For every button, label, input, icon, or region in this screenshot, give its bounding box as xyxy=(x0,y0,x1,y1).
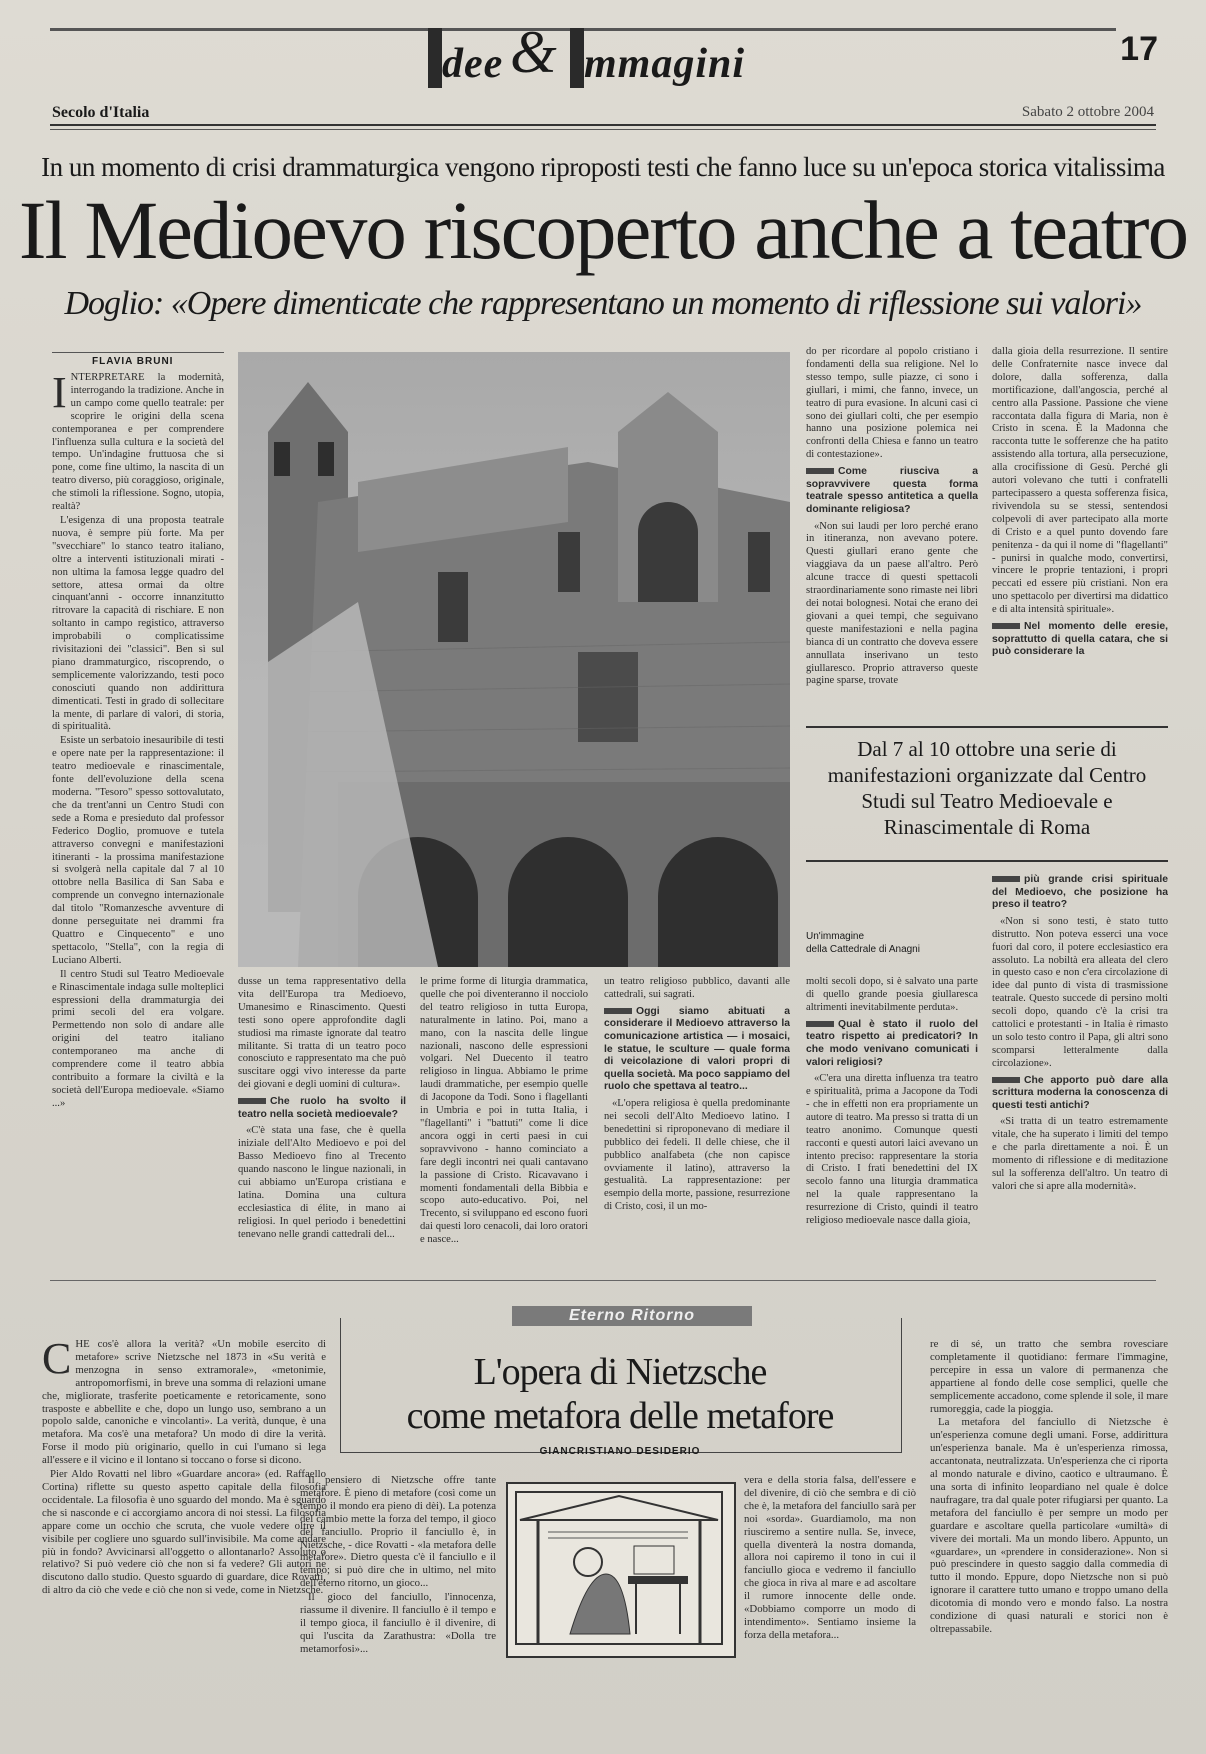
pull-quote: Dal 7 al 10 ottobre una serie di manifestazioni organizzate dal Centro Studi sul Teatro Medioevale e Rinascimentale di Roma xyxy=(806,726,1168,862)
question-6: Che apporto può dare alla scrittura moderna la conoscenza di questi testi antichi? xyxy=(992,1074,1168,1111)
photo-caption xyxy=(806,930,920,956)
column-author: GIANCRISTIANO DESIDERIO xyxy=(539,1446,701,1457)
left-col-para-1: HE cos'è allora la verità? «Un mobile esercito di metafore» scrive Nietzsche nel 1873 in «Su verità e menzogna in senso extramorale», «metonimie, antropomorfismi, in breve una somma di relazioni umane che, migliorate, trasferite poeticamente e retoricamente, sono trasposte e abbellite e che, dopo un lungo uso, sembrano a un popolo salde, canoniche e vincolanti». La verità, dunque, è una metafora. Ma cos'è una metafora? Un modo di dire la verità. Forse il modo più originario, quello in cui l'umano si lega all'essere e il vicino e il lontano si toccano o forse si dicono. xyxy=(42,1338,326,1467)
mid-col1-para-1: Il pensiero di Nietzsche offre tante metafore. È pieno di metafore (così come un tempo il mondo era pieno di dèi). La potenza del cambio mette la forza del tempo, il gioco del fanciullo. Proprio il fanciullo è, in Nietzsche, - dice Rovatti - «la metafora delle metafore». Dietro questa c'è il fanciullo e il tempo; si può dire che in ultimo, nel mito dell'eterno ritorno, un gioco... xyxy=(300,1474,496,1590)
col5-para-1: do per ricordare al popolo cristiano i fondamenti della sua religione. Nel lo stesso tempo, sulle piazze, ci sono i giullari, i mimi, che fanno, invece, un teatro di pura evasione. In alcuni casi ci sono dei giullari colti, che per esempio hanno una posizione polemica nei confronti della Chiesa e fanno un teatro di contestazione». xyxy=(806,346,978,461)
byline-rule xyxy=(52,352,224,353)
col1-para-1: NTERPRETARE la modernità, interrogando la tradizione. Anche in un campo come quello teatrale: per scoprire le origini della scena contemporanea e per comprendere l'influenza sulla cultura e la società del tempo. Un'indagine fruttuosa che si pone, come fine ultimo, la nascita di un teatro diverso, più coraggioso, originale, che stimoli la riflessione. Sogno, utopia, realtà? xyxy=(52,372,224,513)
col1-para-4: Il centro Studi sul Teatro Medioevale e Rinascimentale indaga sulle molteplici espressioni della drammaturgia dei primi secoli del era volgare. Permettendo non solo di andare alle origini del teatro italiano contemporaneo ma anche di comprendere come il teatro abbia contribuito a formare la civiltà e la società dell'Europa medioevale. «Siamo ...» xyxy=(52,968,224,1109)
article-column-5b xyxy=(806,976,978,1268)
col1-para-2: L'esigenza di una proposta teatrale nuova, è sempre più forte. Ma per "svecchiare" lo stanco teatro italiano, oltre a interventi istituzionali mirati - non ultima la famosa legge quadro del settore, attesa ormai da oltre cinquant'anni - occorre innanzitutto ritrovare la capacità di rischiare. E non soltanto in campo registico, attraverso improbabili o complicatissime rivisitazioni dei "classici". Ben sì sul piano drammaturgico, riscoprendo, o semplicemente valorizzando, testi poco conosciuti quando non addirittura dimenticati. Testi in grado di sollecitare la mente, di parlare di valori, di storia, di spiritualità. xyxy=(52,514,224,733)
right-col-para-2: La metafora del fanciullo di Nietzsche è un'esperienza comune degli umani. Forse, addirittura un'esperienza banale. Ma è un'esperienza rimossa, accantonata, neutralizzata. Un'esperienza che ci riporta al mondo naturale e divino, caotico e ultraumano. È una sorta di infinito leopardiano nel quale è dolce naufragare, tra dal quale poter rifugiarsi per quanto. La metafora del fanciullo è per sempre un modo per guardare e ascoltare quella particolare «umiltà» di vivere dei mortali. Ma un mondo libero. Appunto, un «guardare», un «prendere in considerazione». Non si può prescindere in questo saggio dalla commedia di tutto il mondo. Eppure, dopo Nietzsche non si può ignorare il carattere tutto umano e troppo umano della dicotomia di mondo vero e mondo falso. La nostra condizione di quasi naturali e storici non è oltrepassabile. xyxy=(930,1416,1168,1635)
col5-para-2: «Non sui laudi per loro perché erano in itineranza, non avevano potere. Questi giullari erano gente che viaggiava da un paese all'altro. Però alcune tracce di questi spettacoli straordinariamente sono rimaste nei libri dei notai bolognesi. Notai che erano dei giovani a quei tempi, che seguivano queste manifestazioni e nella pagina bianca di un contratto che doveva essere annullata inserivano un testo giullaresco. Proprio attraverso queste pagine sparse, trovate xyxy=(806,520,978,687)
col6-para-1: dalla gioia della resurrezione. Il sentire delle Confraternite nasce invece dal dolore, dalla sofferenza, dalla mortificazione, dall'angoscia, perché al centro alla Passione. Passione che viene raccontata dalla figura di Maria, non è Cristo in scena. È la Madonna che racconta tutte le sofferenze che ha patito assistendo alla tortura, alla persecuzione, alla crocifissione di Gesù. Perché gli autori volevano che tutti i confratelli partecipassero a questa sofferenza fisica, rivivendola su se stessi, sentendosi colpevoli di aver partecipato alla morte di Cristo e a quel punto dovendo fare penitenza - da qui il nome di "flagellanti" - punirsi in qualche modo, convertirsi, vincere le proprie tentazioni, i propri peccati ed essere più cristiani. Non era uno spettacolo per divertirsi ma didattico e di alta intensità spirituale». xyxy=(992,346,1168,616)
left-col-para-2: Pier Aldo Rovatti nel libro «Guardare ancora» (ed. Raffaello Cortina) riflette su questo aspetto capitale della filosofia occidentale. La filosofia è uno sguardo del mondo. Ma è sguardo che si nasconde e ci accorgiamo ancora di noi stessi. La filosofia appare come un occhio che scruta, che vuole vedere oltre il visibile per cogliere uno sguardo sull'invisibile. Ma come andare più in fondo? Avvicinarsi all'oggetto o allontanarlo? Assoluto o relativo? Si può vedere ciò che non si fa vedere? Gli autori ne discutono dallo studio. Questo sguardo di guardare, dice Rovatti, di altro da ciò che vede e ciò che non si vede, come in Nietzsche. xyxy=(42,1468,326,1597)
article-subhead: Doglio: «Opere dimenticate che rappresentano un momento di riflessione sui valori» xyxy=(64,285,1142,322)
woodcut-illustration xyxy=(506,1482,736,1658)
masthead-ampersand: & xyxy=(510,19,558,85)
issue-date: Sabato 2 ottobre 2004 xyxy=(1021,104,1154,120)
col5c-para-1: molti secoli dopo, si è salvato una parte di quello grande poesia giullaresca altrimenti inevitabilmente perduta». xyxy=(806,976,978,1013)
header-rule-thin xyxy=(50,129,1156,130)
column-title xyxy=(340,1350,900,1438)
question-4b: più grande crisi spirituale del Medioevo, che posizione ha preso il teatro? xyxy=(992,874,1168,911)
question-5: Qual è stato il ruolo del teatro rispetto ai predicatori? In che modo venivano comunicati i valori religiosi? xyxy=(806,1018,978,1068)
masthead-word-1: dee xyxy=(442,41,504,87)
caption-line-2: della Cattedrale di Anagni xyxy=(806,944,920,955)
page-number: 17 xyxy=(1120,30,1158,68)
article-column-6b xyxy=(992,874,1168,1269)
scholar-woodcut-icon xyxy=(508,1484,730,1652)
publication-name: Secolo d'Italia xyxy=(52,104,150,121)
cathedral-illustration xyxy=(238,352,790,967)
article-byline: FLAVIA BRUNI xyxy=(92,356,174,367)
col2-para-2: «C'è stata una fase, che è quella iniziale dell'Alto Medioevo e poi del Basso Medioevo fino al Trecento quando nascono le lingue nazionali, in cui abbiamo un'Europa cristiana e latina. Domina una cultura ecclesiastica di élite, in mano ai religiosi. In quel periodo i benedettini tenevano nelle grandi cattedrali del... xyxy=(238,1125,406,1240)
article-column-4 xyxy=(604,976,790,1268)
drop-cap-c: C xyxy=(42,1338,72,1383)
masthead-block-i xyxy=(428,28,442,88)
question-4: Nel momento delle eresie, soprattutto di quella catara, che si può considerare la xyxy=(992,621,1168,658)
article-column-1 xyxy=(52,372,224,1262)
header-rule xyxy=(50,124,1156,126)
caption-line-1: Un'immagine xyxy=(806,931,865,942)
col6c-para-1: «Si tratta di un teatro estremamente vitale, che ha superato i limiti del tempo e che parla direttamente a noi. È un momento di riflessione e di meditazione sul la sofferenza dell'altro. Un teatro di valori che si apre alla modernità». xyxy=(992,1116,1168,1192)
article-column-6 xyxy=(992,346,1168,716)
drop-cap: I xyxy=(52,372,67,417)
column-left-text xyxy=(42,1338,326,1738)
right-col-para-1: re di sé, un tratto che sembra rovesciare completamente il quotidiano: fermare l'immagine, percepire in essa un valore di permanenza che appartiene al fondo delle cose semplici, quelle che semplicemente accadono, come splende il sole, il mare rumoreggia, cade la pioggia. xyxy=(930,1338,1168,1415)
article-column-3 xyxy=(420,976,588,1268)
col5c-para-2: «C'era una diretta influenza tra teatro e spiritualità, prima a Jacopone da Todi - che in effetti non era propriamente un autore di teatro. Ma presso si tratta di un teatro anonimo. Comunque questi racconti e questi autori laici avevano un intento preciso: rappresentare la storia di Cristo. I frati benedettini del IX secolo fanno una liturgia drammatica nel la quale rappresentano la resurrezione di Cristo, quindi il teatro religioso medioevale nasce dalla gioia, xyxy=(806,1073,978,1227)
cathedral-photo xyxy=(238,352,790,967)
mid-col2-para-1: vera e della storia falsa, dell'essere e del divenire, di ciò che sembra e di ciò che è, la metafora del fanciullo sarà per noi «sorda». Guardiamolo, ma non riusciremo a sentire nulla. Se, invece, quella diventerà la nostra domanda, allora noi capiremo il tono in cui il fanciullo gioca e vedremo il fanciullo che gioca in riva al mare e ad ascoltare il rumore innocente delle onde. «Dobbiamo comporre un modo di intendimento». Sentiamo insieme la forza della metafora... xyxy=(744,1474,916,1641)
column-title-line-1: L'opera di Nietzsche xyxy=(473,1351,767,1393)
mid-col1-para-2: Il gioco del fanciullo, l'innocenza, riassume il divenire. Il fanciullo è il tempo e il tempo gioca, il fanciullo è il divenire, di qui l'uscita da Zarathustra: «Dolla tre metamorfosi»... xyxy=(300,1591,496,1655)
section-masthead xyxy=(428,18,808,100)
article-column-2 xyxy=(238,976,406,1268)
col6b-para-1: «Non si sono testi, è stato tutto distrutto. Non poteva esserci una voce fuori dal coro, il potere ecclesiastico era assoluto. La nobiltà era alleata del clero in questo caso e non c'era circolazione di idee dal punto di vista di trasmissione teatrale. Questo succede di persino molti secoli dopo, quando c'è la crisi tra cattolici e protestanti - in Italia è rimasto un solo testo contro il Papa, gli altri sono scomparsi letteralmente dalla circolazione». xyxy=(992,915,1168,1069)
section-separator xyxy=(50,1280,1156,1281)
masthead-block-i2 xyxy=(570,28,584,88)
question-1: Che ruolo ha svolto il teatro nella società medioevale? xyxy=(238,1096,406,1120)
column-right-text xyxy=(930,1338,1168,1738)
column-title-line-2: come metafora delle metafore xyxy=(406,1395,834,1437)
question-2: Oggi siamo abituati a considerare il Medioevo attraverso la comunicazione artistica — i mosaici, le statue, le sculture — quale forma di veicolazione di valori propri di quella società. Ma poco sappiamo del ruolo che spettava al teatro... xyxy=(604,1005,790,1093)
column-mid-text-1 xyxy=(300,1474,496,1738)
article-column-5 xyxy=(806,346,978,716)
col1-para-3: Esiste un serbatoio inesauribile di testi e opere nate per la rappresentazione: il teatro medioevale e rinascimentale, fonte dell'evoluzione della scena moderna. "Tesoro" spesso sottovalutato, che da trent'anni un Centro Studi con sede a Roma e presieduto dal professor Federico Doglio, promuove e tutela attraverso convegni e manifestazioni itineranti - la prossima manifestazione si svolgerà nella capitale dal 7 al 10 ottobre nella Basilica di San Saba e comprende un convegno internazionale dal titolo "Romanzesche avventure di donne perseguitate nei drammi fra Quattro e Cinquecento" e uno spettacolo, "Stella", con la regia di Luciano Alberti. xyxy=(52,735,224,966)
question-3: Come riusciva a sopravvivere questa forma teatrale spesso antitetica a quella dominante religiosa? xyxy=(806,466,978,515)
col4-para-2: «L'opera religiosa è quella predominante nei secoli dell'Alto Medioevo latino. I benedettini si riproponevano di mediare il pubblico dei fedeli. Il delle chiese, che il pubblico analfabeta (che non capisce ovviamente il latino), attraverso la gestualità. La rappresentazione: per esempio della morte, passione, resurrezione di Cristo, così, il un mo- xyxy=(604,1097,790,1213)
col3-para-1: le prime forme di liturgia drammatica, quelle che poi diventeranno il nocciolo del teatro religioso in tutta Europa, naturalmente in latino. Poi, mano a mano, con la nascita delle lingue nazionali, nascono delle espressioni volgari. Nel Duecento il teatro religioso in lingua. Abbiamo le prime laudi drammatiche, per esempio quelle di Jacopone da Todi. Sono i flagellanti in Umbria e poi in tutta Italia, i "flagellanti" i "battuti" come li dice ancora oggi in certi paesi in cui sopravvivono - hanno cominciato a fare degli incontri nei quali cantavano la passione di Cristo. Ricavavano i momenti fondamentali della Bibbia e scopo auto-educativo. Poi, nel Trecento, si sviluppano ed escono fuori dai questi loro cenacoli, dai loro oratori e nasce... xyxy=(420,976,588,1246)
column-mid-text-2 xyxy=(744,1474,916,1738)
masthead-word-2: mmagini xyxy=(584,41,746,87)
article-headline: Il Medioevo riscoperto anche a teatro xyxy=(18,184,1188,276)
article-kicker: In un momento di crisi drammaturgica vengono riproposti testi che fanno luce su un'epoca storica vitalissima xyxy=(41,152,1165,182)
col2-para-1: dusse un tema rappresentativo della vita dell'Europa tra Medioevo, Umanesimo e Rinascimento. Questi testi sono opere approfondite dagli studiosi ma rimaste ignorate dal teatro militante. Si tratta di un teatro poco conosciuto e rappresentato ma che può suscitare oggi vivo interesse da parte dei giovani e degli uomini di cultura». xyxy=(238,976,406,1091)
col4-para-1: un teatro religioso pubblico, davanti alle cattedrali, sui sagrati. xyxy=(604,976,790,1000)
rubric-banner: Eterno Ritorno xyxy=(512,1306,752,1326)
